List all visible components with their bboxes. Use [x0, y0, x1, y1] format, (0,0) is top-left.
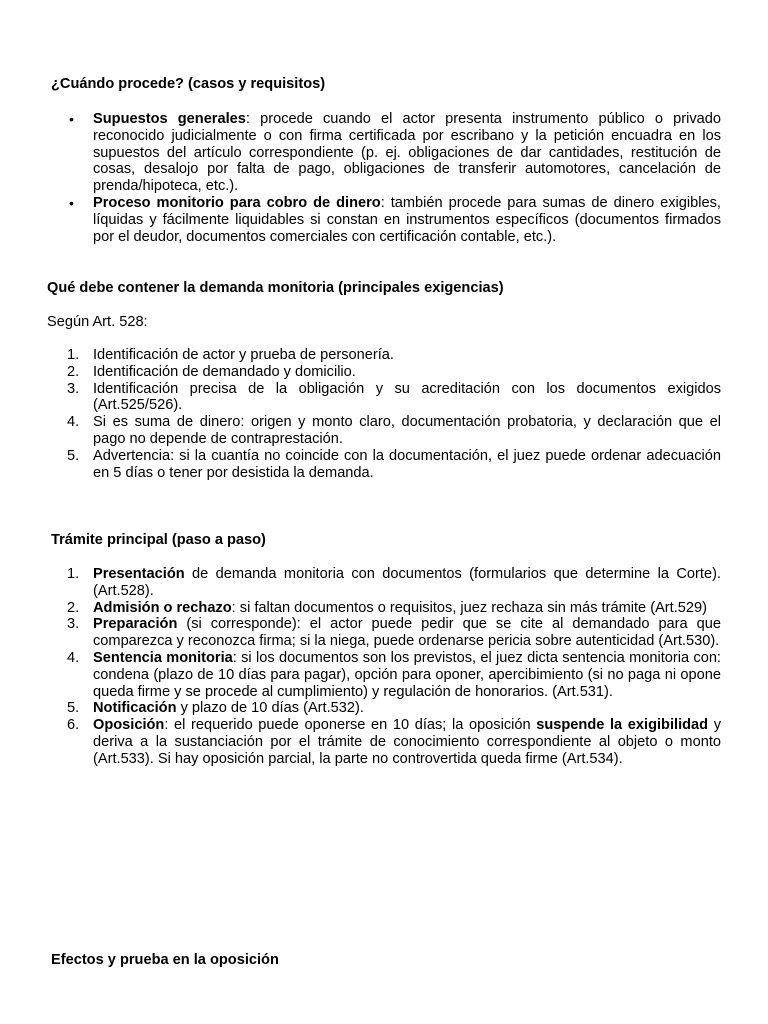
- bullet-icon: •: [69, 194, 74, 211]
- list-item: [69, 111, 721, 195]
- heading-cuando-procede: ¿Cuándo procede? (casos y requisitos): [51, 76, 326, 92]
- item-text-2: y deriva a la sustanciación por el trámite de conocimiento correspondiente al objeto o monto (Art.533). Si hay oposición parcial, la parte no controvertida queda firme (Art.534).: [93, 717, 721, 767]
- heading-efectos-oposicion: Efectos y prueba en la oposición: [51, 952, 279, 968]
- item-text: : si los documentos son los previstos, el juez dicta sentencia monitoria con: condena (plazo de 10 días para pagar), opción para oponer, apercibimiento (si no paga ni opone queda firme y se procede al cumplimiento) y regulación de honorarios. (Art.531).: [93, 649, 721, 700]
- list-item: [67, 649, 721, 700]
- item-bold-label: Oposición: [93, 717, 165, 734]
- list-number: 3.: [67, 380, 80, 397]
- item-bold-label: Preparación: [93, 616, 178, 633]
- list-number: 3.: [67, 616, 80, 633]
- list-number: 5.: [67, 700, 80, 717]
- item-text: : si faltan documentos o requisitos, juez rechaza sin más trámite (Art.529): [231, 599, 707, 616]
- list-item: [67, 380, 721, 415]
- list-number: 4.: [67, 649, 80, 666]
- heading-tramite-principal: Trámite principal (paso a paso): [51, 532, 266, 548]
- list-item: [67, 717, 721, 767]
- list-number: 1.: [67, 566, 80, 582]
- list-number: 4.: [67, 414, 80, 431]
- item-text: Identificación precisa de la obligación y su acreditación con los documentos exigidos (Art.525/526).: [93, 380, 721, 414]
- numbered-list-tramite: [67, 566, 721, 768]
- list-item: [67, 599, 721, 617]
- item-bold-label: Admisión o rechazo: [93, 599, 232, 616]
- list-number: 6.: [67, 717, 80, 734]
- heading-contenido-demanda: Qué debe contener la demanda monitoria (principales exigencias): [47, 280, 504, 296]
- list-item: [67, 347, 721, 364]
- intro-text: Según Art. 528:: [47, 314, 148, 330]
- item-bold-label: Supuestos generales: [93, 111, 246, 127]
- list-number: 2.: [67, 599, 80, 616]
- list-item: [69, 194, 721, 245]
- item-bold-label-2: suspende la exigibilidad: [536, 717, 709, 734]
- list-item: [67, 566, 721, 600]
- bullet-list-supuestos: [69, 111, 721, 245]
- list-number: 2.: [67, 363, 80, 380]
- item-text: Identificación de demandado y domicilio.: [93, 363, 356, 380]
- item-bold-label: Presentación: [93, 566, 185, 582]
- item-text: Si es suma de dinero: origen y monto claro, documentación probatoria, y declaración que el pago no depende de contraprestación.: [93, 414, 721, 447]
- list-item: [67, 700, 721, 717]
- list-item: [67, 414, 721, 448]
- bullet-icon: •: [69, 111, 74, 127]
- item-bold-label: Proceso monitorio para cobro de dinero: [93, 194, 381, 211]
- item-text: de demanda monitoria con documentos (formularios que determine la Corte). (Art.528).: [93, 566, 721, 599]
- item-bold-label: Notificación: [93, 700, 177, 717]
- list-item: [67, 363, 721, 381]
- item-text: : también procede para sumas de dinero exigibles, líquidas y fácilmente liquidables si constan en instrumentos específicos (documentos firmados por el deudor, documentos comerciales con certificación contable, etc.).: [93, 194, 721, 245]
- item-text: : procede cuando el actor presenta instrumento público o privado reconocido judicialmente o con firma certificada por escribano y la petición encuadra en los supuestos del artículo correspondiente (p. ej. obligaciones de dar cantidades, restitución de cosas, desalojo por falta de pago, obligaciones de transferir automotores, cancelación de prenda/hipoteca, etc.).: [93, 111, 721, 195]
- item-text: Advertencia: si la cuantía no coincide con la documentación, el juez puede ordenar adecuación en 5 días o tener por desistida la demanda.: [93, 447, 721, 481]
- item-bold-label: Sentencia monitoria: [93, 649, 233, 666]
- list-number: 5.: [67, 447, 80, 464]
- item-text: (si corresponde): el actor puede pedir que se cite al demandado para que comparezca y reconozca firma; si la niega, puede ordenarse pericia sobre autenticidad (Art.530).: [93, 616, 721, 650]
- item-text: Identificación de actor y prueba de personería.: [93, 347, 394, 363]
- item-text: y plazo de 10 días (Art.532).: [176, 700, 364, 717]
- list-item: [67, 616, 721, 650]
- numbered-list-exigencias: [67, 347, 721, 481]
- list-item: [67, 447, 721, 482]
- item-text: : el requerido puede oponerse en 10 días; la oposición: [164, 717, 537, 734]
- list-number: 1.: [67, 347, 80, 363]
